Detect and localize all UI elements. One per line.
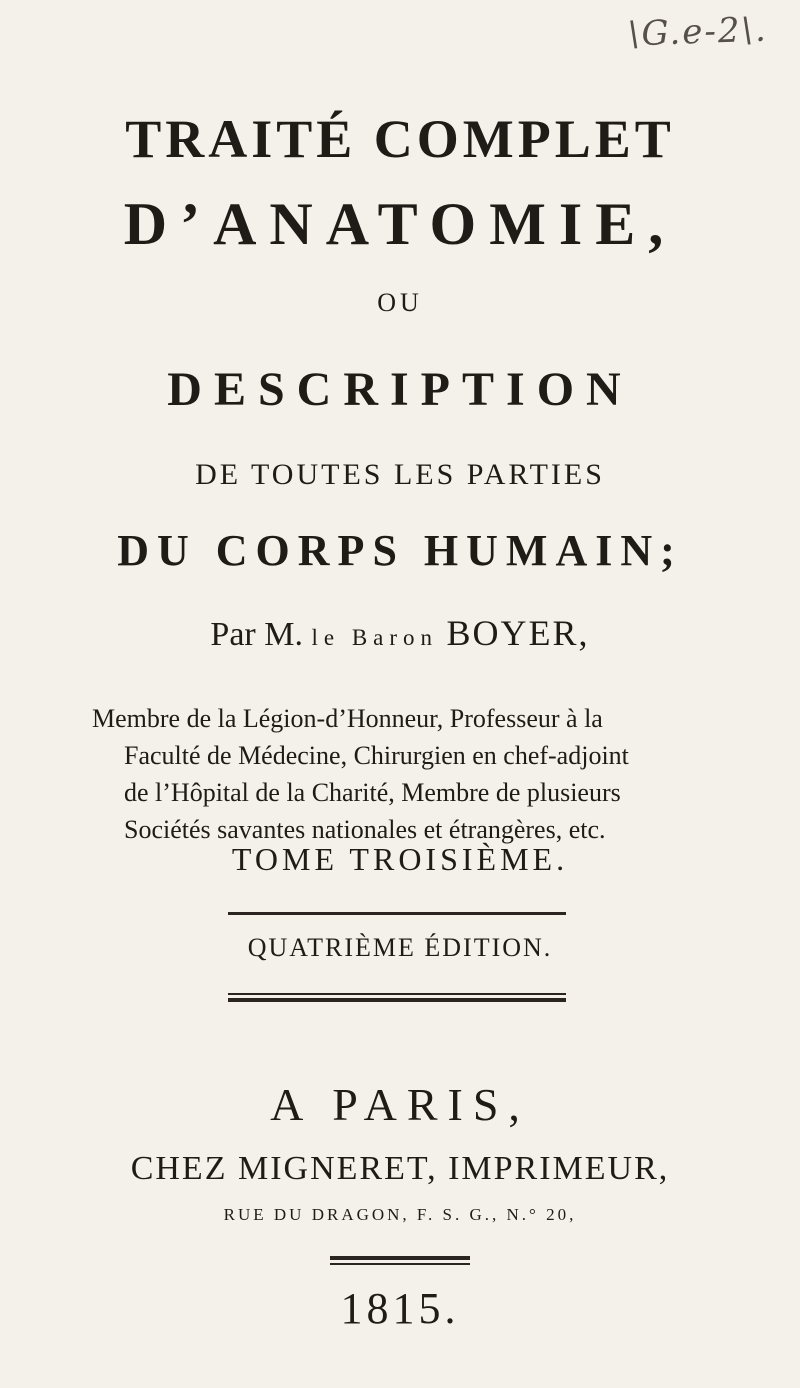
title-line-1: TRAITÉ COMPLET <box>125 109 675 169</box>
credentials-line-2: Faculté de Médecine, Chirurgien en chef-adjoint <box>124 741 629 770</box>
credentials-line-1: Membre de la Légion-d’Honneur, Professeur à la <box>92 704 603 733</box>
rule-bottom-thick <box>228 998 566 1002</box>
credentials-line-4: Sociétés savantes nationales et étrangères, etc. <box>124 815 606 844</box>
credentials-line-3: de l’Hôpital de la Charité, Membre de plusieurs <box>124 778 621 807</box>
author-title: le Baron <box>311 625 439 650</box>
title-line-2: D’ANATOMIE, <box>123 191 677 257</box>
imprint-printer: CHEZ MIGNERET, IMPRIMEUR, <box>130 1150 670 1187</box>
title-line-body: DU CORPS HUMAIN; <box>117 526 683 575</box>
title-line-parts: DE TOUTES LES PARTIES <box>195 458 605 491</box>
title-line-description: DESCRIPTION <box>167 363 633 416</box>
edition-label: QUATRIÈME ÉDITION. <box>247 933 553 962</box>
rule-year-thick <box>330 1256 470 1260</box>
imprint-address: RUE DU DRAGON, F. S. G., N.° 20, <box>223 1205 577 1224</box>
author-name: BOYER, <box>446 613 590 653</box>
author-line <box>0 612 800 654</box>
imprint-city: A PARIS, <box>270 1079 530 1130</box>
author-credentials <box>92 700 722 848</box>
author-prefix: Par M. <box>210 616 303 653</box>
handwritten-shelfmark: \G.e-2\. <box>627 9 769 55</box>
volume-label: TOME TROISIÈME. <box>231 841 569 877</box>
rule-bottom-thin <box>228 993 566 995</box>
imprint-year: 1815. <box>340 1284 460 1333</box>
rule-year-thin <box>330 1263 470 1265</box>
rule-top-thin <box>228 912 566 915</box>
title-conjunction: OU <box>377 288 423 317</box>
